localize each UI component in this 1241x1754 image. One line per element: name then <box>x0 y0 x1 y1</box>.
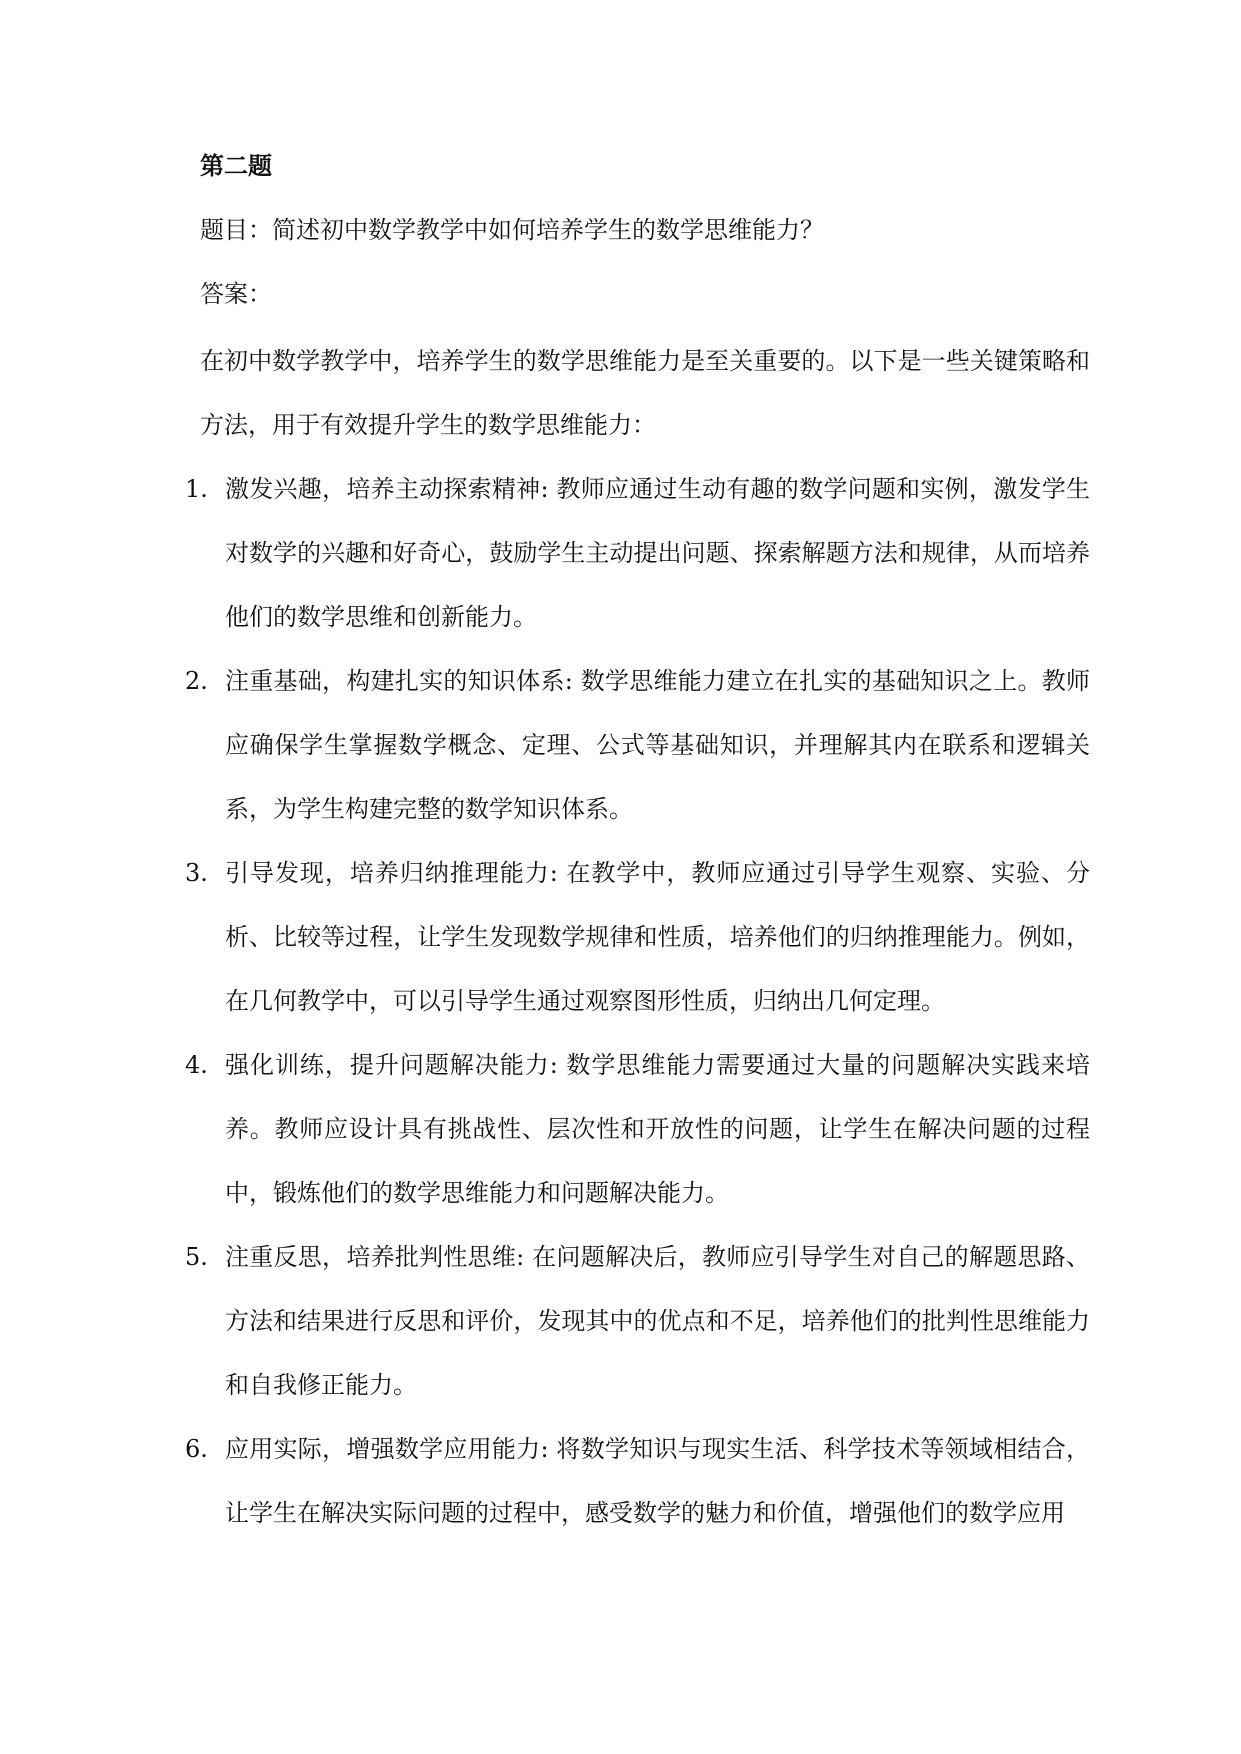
list-item-number: 3. <box>185 859 208 887</box>
list-item-number: 6. <box>185 1435 208 1463</box>
intro-paragraph: 在初中数学教学中，培养学生的数学思维能力是至关重要的。以下是一些关键策略和方法，用于有效提升学生的数学思维能力： <box>200 347 1090 439</box>
list-item <box>185 841 1090 1033</box>
list-item-text: 激发兴趣，培养主动探索精神: 教师应通过生动有趣的数学问题和实例，激发学生对数学的兴趣和好奇心，鼓励学生主动提出问题、探索解题方法和规律，从而培养他们的数学思维和创新能力。 <box>225 475 1090 631</box>
list-item-text: 引导发现，培养归纳推理能力: 在教学中，教师应通过引导学生观察、实验、分析、比较等过程，让学生发现数学规律和性质，培养他们的归纳推理能力。例如，在几何教学中，可以引导学生通过观察图形性质，归纳出几何定理。 <box>225 859 1090 1015</box>
list-item-text: 注重反思，培养批判性思维: 在问题解决后，教师应引导学生对自己的解题思路、方法和结果进行反思和评价，发现其中的优点和不足，培养他们的批判性思维能力和自我修正能力。 <box>225 1243 1090 1399</box>
strategy-list <box>185 457 1090 1545</box>
answer-label: 答案： <box>200 280 272 308</box>
list-item-number: 4. <box>185 1051 208 1079</box>
list-item-number: 5. <box>185 1243 208 1271</box>
list-item-number: 2. <box>185 667 208 695</box>
list-item <box>185 1033 1090 1225</box>
question-text: 题目：简述初中数学教学中如何培养学生的数学思维能力？ <box>200 216 824 244</box>
list-item-number: 1. <box>185 475 208 503</box>
list-item-text: 应用实际，增强数学应用能力: 将数学知识与现实生活、科学技术等领域相结合，让学生在解决实际问题的过程中，感受数学的魅力和价值，增强他们的数学应用 <box>225 1435 1090 1527</box>
list-item <box>185 1225 1090 1417</box>
list-item-text: 注重基础，构建扎实的知识体系: 数学思维能力建立在扎实的基础知识之上。教师应确保学生掌握数学概念、定理、公式等基础知识，并理解其内在联系和逻辑关系，为学生构建完整的数学知识体系。 <box>225 667 1090 823</box>
list-item <box>185 649 1090 841</box>
list-item <box>185 1417 1090 1545</box>
list-item <box>185 457 1090 649</box>
section-title: 第二题 <box>200 152 272 180</box>
list-item-text: 强化训练，提升问题解决能力: 数学思维能力需要通过大量的问题解决实践来培养。教师应设计具有挑战性、层次性和开放性的问题，让学生在解决问题的过程中，锻炼他们的数学思维能力和问题解决能力。 <box>225 1051 1090 1207</box>
